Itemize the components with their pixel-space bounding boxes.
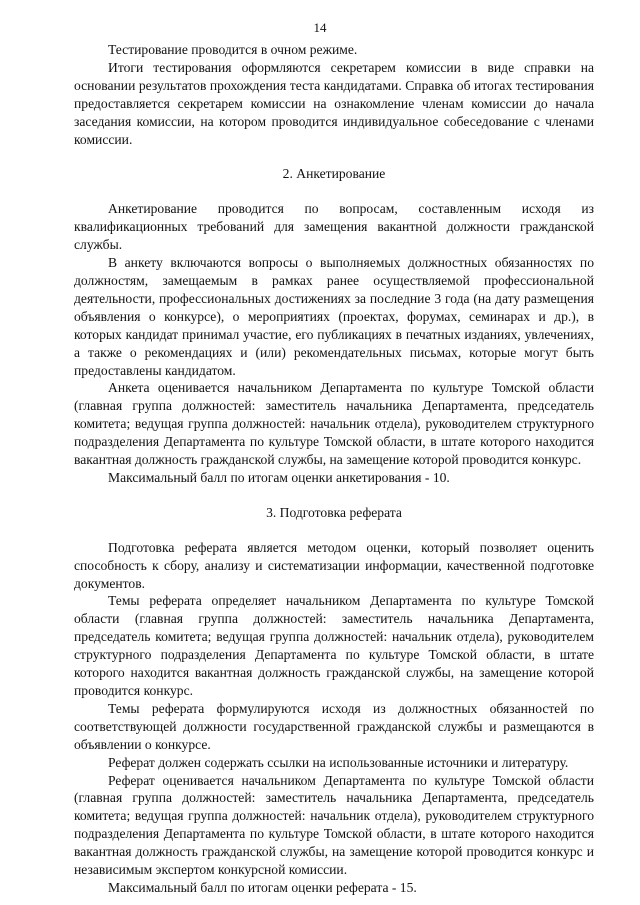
- section-2-paragraph: Анкетирование проводится по вопросам, составленным исходя из квалификационных требований для замещения вакантной должности гражданской службы.: [74, 201, 594, 253]
- document-body: [74, 41, 594, 897]
- spacer: [74, 183, 594, 200]
- section-2-heading: 2. Анкетирование: [282, 166, 386, 182]
- section-2-paragraph: Анкета оценивается начальником Департамента по культуре Томской области (главная группа должностей: заместитель начальника Департамента, председатель комитета; ведущая группа должностей: начальник отдела), руководителем структурного подразделения Департамента по культуре Томской области, в штате которого находится вакантная должность гражданской службы, на замещение которой проводится конкурс.: [74, 380, 594, 468]
- section-2-paragraph: В анкету включаются вопросы о выполняемых должностных обязанностях по должностям, замещаемым в рамках ранее осуществляемой профессиональной деятельности, профессиональных достижениях за последние 3 года (на дату размещения объявления о конкурсе), о мероприятиях (проектах, форумах, семинарах и др.), в которых кандидат принимал участие, его публикациях в печатных изданиях, увлечениях, а также о рекомендациях и (или) рекомендательных письмах, которые могут быть предоставлены кандидатом.: [74, 255, 594, 378]
- section-3-paragraph: Темы реферата определяет начальником Департамента по культуре Томской области (главная группа должностей: заместитель начальника Департамента, председатель комитета; ведущая группа должностей: начальник отдела), руководителем структурного подразделения Департамента по культуре Томской области, в штате которого находится вакантная должность гражданской службы, на замещение которой проводится конкурс.: [74, 593, 594, 698]
- section-3-paragraph: Реферат оценивается начальником Департамента по культуре Томской области (главная группа должностей: заместитель начальника Департамента, председатель комитета; ведущая группа должностей: начальник отдела), руководителем структурного подразделения Департамента по культуре Томской области, в штате которого находится вакантная должность гражданской службы, на замещение которой проводится конкурс и независимым экспертом конкурсной комиссии.: [74, 772, 594, 878]
- section-3-paragraph: Максимальный балл по итогам оценки реферата - 15.: [108, 879, 417, 895]
- intro-paragraph: Тестирование проводится в очном режиме.: [108, 42, 358, 57]
- spacer: [74, 148, 594, 165]
- spacer: [74, 522, 594, 539]
- intro-paragraph: Итоги тестирования оформляются секретарем комиссии в виде справки на основании результатов прохождения теста кандидатами. Справка об итогах тестирования предоставляется секретарем комиссии на ознакомление членам комиссии до начала заседания комиссии, на котором проводится индивидуальное собеседование с членами комиссии.: [74, 59, 594, 147]
- section-3-paragraph: Темы реферата формулируются исходя из должностных обязанностей по соответствующей должности государственной гражданской службы и размещаются в объявлении о конкурсе.: [74, 700, 594, 752]
- section-2-paragraph: Максимальный балл по итогам оценки анкетирования - 10.: [108, 469, 450, 485]
- section-3-heading: 3. Подготовка реферата: [266, 504, 402, 520]
- spacer: [74, 487, 594, 504]
- section-3-paragraph: Реферат должен содержать ссылки на использованные источники и литературу.: [108, 754, 569, 770]
- section-3-paragraph: Подготовка реферата является методом оценки, который позволяет оценить способность к сбору, анализу и систематизации информации, качественной подготовке документов.: [74, 539, 594, 591]
- page-number: 14: [313, 20, 327, 35]
